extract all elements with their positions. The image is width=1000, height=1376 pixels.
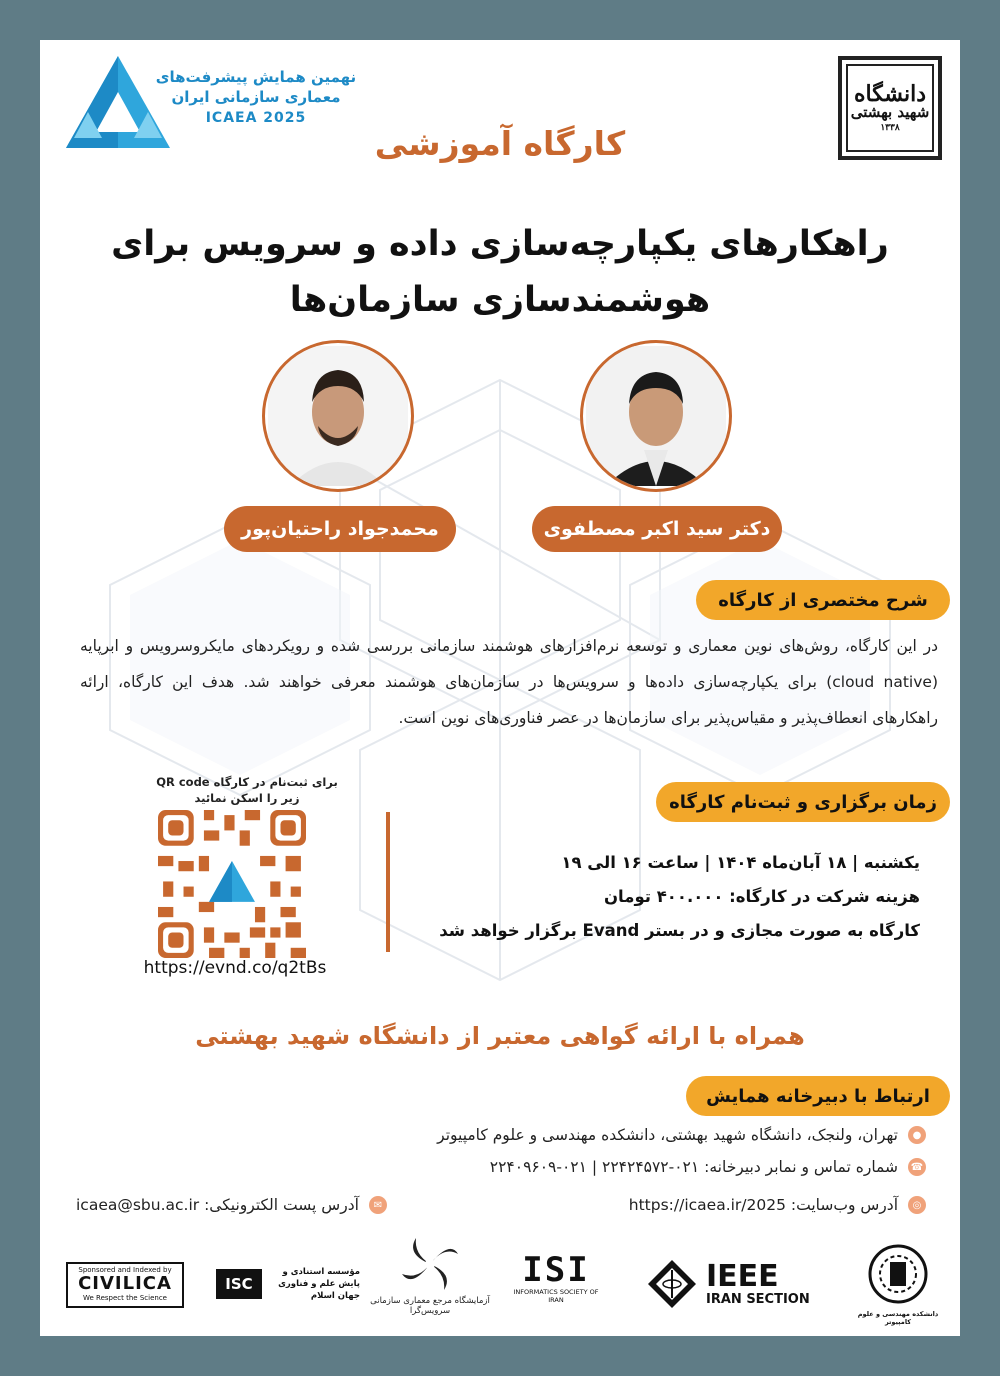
envelope-icon: ✉ (369, 1196, 387, 1214)
globe-icon: ◎ (908, 1196, 926, 1214)
conference-line2: معماری سازمانی ایران (171, 88, 341, 106)
event-fee: هزینه شرکت در کارگاه: ۴۰۰.۰۰۰ تومان (603, 887, 920, 906)
location-pin-icon: ● (908, 1126, 926, 1144)
address-text: تهران، ولنجک، دانشگاه شهید بهشتی، دانشکده مهندسی و علوم کامپیوتر (437, 1126, 898, 1144)
divider-line (386, 812, 390, 952)
title-line2: هوشمندسازی سازمان‌ها (289, 280, 711, 320)
person-portrait-icon (268, 346, 408, 486)
isi-logo: ISI INFORMATICS SOCIETY OF IRAN (513, 1250, 599, 1304)
sbu-university-logo: دانشگاه شهید بهشتی ۱۳۳۸ (838, 56, 942, 160)
speaker-photo-2 (262, 340, 414, 492)
lab-logo: آزمایشگاه مرجع معماری سازمانی سرویس‌گرا (370, 1236, 490, 1320)
ieee-diamond-icon (646, 1258, 698, 1310)
qr-code[interactable] (158, 810, 306, 958)
conference-line1: نهمین همایش پیشرفت‌های (155, 68, 357, 86)
phone-text: شماره تماس و نمابر دبیرخانه: ۰۲۱-۲۲۴۲۴۵۷۲ | ۰۲۱-۲۲۴۰۹۶۰۹ (489, 1158, 898, 1176)
event-details (420, 846, 920, 948)
poster (40, 40, 960, 1336)
event-platform: کارگاه به صورت مجازی و در بستر Evand برگزار خواهد شد (439, 921, 920, 940)
registration-link[interactable]: https://evnd.co/q2tBs (143, 958, 327, 978)
summary-text: در این کارگاه، روش‌های نوین معماری و توسعه نرم‌افزارهای هوشمند سازمانی بررسی شده و رویکردهای مایکروسرویس و ابرپایه (cloud native) برای یکپارچه‌سازی داده‌ها و سرویس‌ها در سازمان‌های هوشمند معرفی خواهند شد. هدف این کارگاه، ارائه راهکارهای انعطاف‌پذیر و مقیاس‌پذیر برای سازمان‌ها در عصر فناوری‌های نوین است. (80, 637, 938, 727)
event-date: یکشنبه | ۱۸ آبان‌ماه ۱۴۰۴ | ساعت ۱۶ الی ۱۹ (561, 853, 920, 872)
qr-instructions: برای ثبت‌نام در کارگاه QR code زیر را اسکن نمائید (156, 775, 338, 805)
speaker-photo-1 (580, 340, 732, 492)
website-row[interactable] (629, 1196, 926, 1214)
phone-icon: ☎ (908, 1158, 926, 1176)
speaker-name-2: محمدجواد راحتیان‌پور (224, 506, 456, 552)
workshop-label: کارگاه آموزشی (374, 124, 626, 163)
email-row[interactable] (76, 1196, 387, 1214)
department-emblem-icon (868, 1244, 928, 1304)
department-logo: دانشکده مهندسی و علوم کامپیوتر (850, 1244, 946, 1324)
schedule-heading: زمان برگزاری و ثبت‌نام کارگاه (656, 782, 950, 822)
email-text[interactable]: آدرس پست الکترونیکی: icaea@sbu.ac.ir (76, 1196, 359, 1214)
certificate-note: همراه با ارائه گواهی معتبر از دانشگاه شهید بهشتی (195, 1022, 805, 1050)
person-portrait-icon (586, 346, 726, 486)
workshop-title (100, 216, 900, 328)
conference-title (136, 68, 376, 126)
conference-acronym: ICAEA 2025 (205, 110, 307, 126)
contact-heading: ارتباط با دبیرخانه همایش (686, 1076, 950, 1116)
website-text[interactable]: آدرس وب‌سایت: https://icaea.ir/2025 (628, 1196, 898, 1214)
phone-row (490, 1158, 926, 1176)
swirl-icon (400, 1236, 460, 1292)
isc-logo: مؤسسه استنادی و پایش علم و فناوری جهان اسلام ISC (210, 1264, 360, 1304)
title-line1: راهکارهای یکپارچه‌سازی داده و سرویس برای (111, 224, 889, 264)
address-row (437, 1126, 926, 1144)
civilica-logo: Sponsored and Indexed by CIVILICA We Respect the Science (66, 1262, 184, 1308)
summary-heading: شرح مختصری از کارگاه (696, 580, 950, 620)
ieee-logo: IEEE IRAN SECTION (646, 1256, 826, 1312)
speaker-name-1: دکتر سید اکبر مصطفوی (532, 506, 782, 552)
